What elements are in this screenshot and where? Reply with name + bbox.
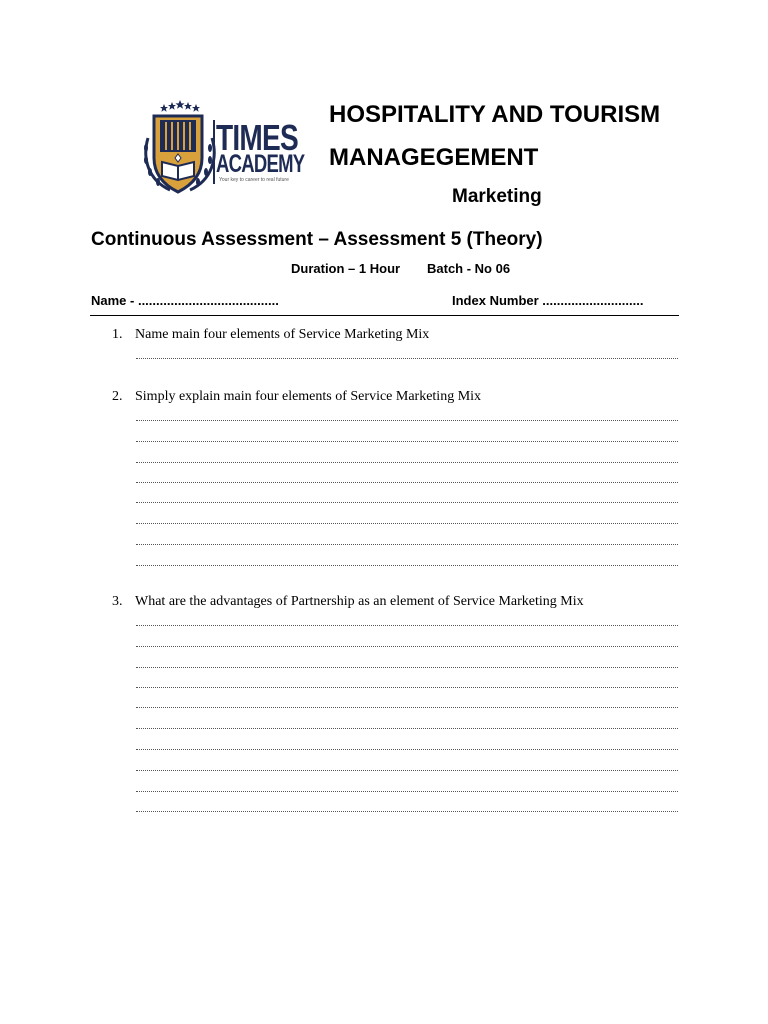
batch-label: Batch - No 06 (427, 261, 511, 276)
answer-line[interactable] (136, 728, 678, 729)
answer-line[interactable] (136, 749, 678, 750)
shield-crest-icon (140, 98, 216, 198)
question-text: What are the advantages of Partnership as an element of Service Marketing Mix (135, 594, 584, 609)
logo-tagline: Your key to career to real future (219, 177, 289, 183)
question-number: 1. (112, 327, 123, 342)
logo-word-times: TIMES (216, 117, 298, 158)
answer-line[interactable] (136, 791, 678, 792)
answer-line[interactable] (136, 646, 678, 647)
answer-line[interactable] (136, 358, 678, 359)
duration-label: Duration – 1 Hour (291, 261, 401, 276)
answer-line[interactable] (136, 687, 678, 688)
header-divider (90, 315, 679, 316)
question-2 (112, 389, 481, 405)
answer-line[interactable] (136, 482, 678, 483)
times-academy-logo (140, 98, 315, 198)
answer-line[interactable] (136, 625, 678, 626)
subject-heading: Marketing (452, 186, 542, 207)
answer-line[interactable] (136, 420, 678, 421)
question-number: 2. (112, 389, 123, 404)
answer-line[interactable] (136, 544, 678, 545)
logo-word-academy: ACADEMY (216, 150, 305, 178)
question-text: Simply explain main four elements of Service Marketing Mix (135, 389, 482, 404)
answer-line[interactable] (136, 811, 678, 812)
page-title: HOSPITALITY AND TOURISM MANAGEGEMENT (329, 101, 661, 171)
question-text: Name main four elements of Service Marketing Mix (135, 327, 430, 342)
answer-line[interactable] (136, 462, 678, 463)
answer-line[interactable] (136, 565, 678, 566)
question-3 (112, 594, 584, 610)
answer-line[interactable] (136, 667, 678, 668)
answer-line[interactable] (136, 502, 678, 503)
assessment-heading: Continuous Assessment – Assessment 5 (Theory) (91, 229, 543, 250)
stars-icon (160, 100, 200, 112)
answer-line[interactable] (136, 523, 678, 524)
question-1 (112, 327, 429, 343)
answer-line[interactable] (136, 441, 678, 442)
index-number-field-label: Index Number ............................ (452, 293, 644, 308)
answer-line[interactable] (136, 770, 678, 771)
name-field-label: Name - ....................................... (91, 293, 279, 308)
answer-line[interactable] (136, 707, 678, 708)
question-number: 3. (112, 594, 123, 609)
